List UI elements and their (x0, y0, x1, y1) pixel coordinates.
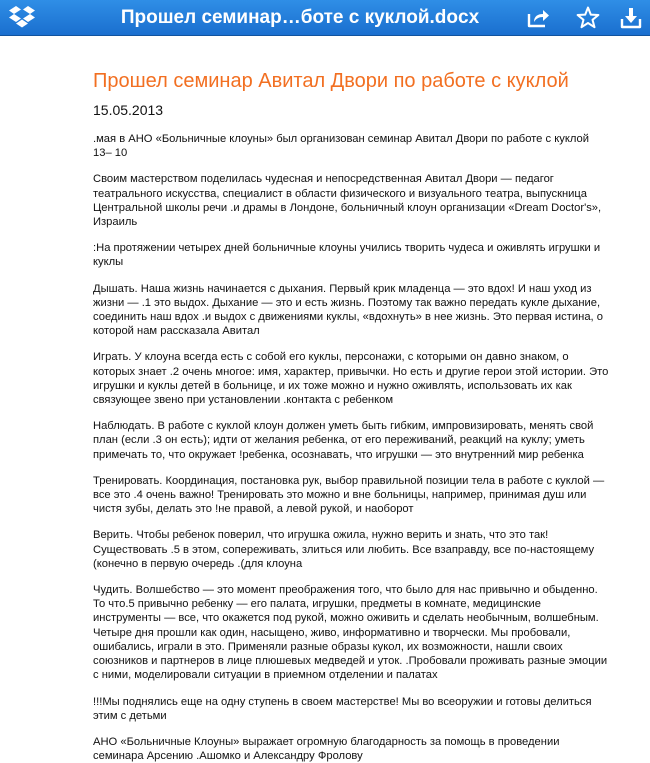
document-title-bar: Прошел семинар…боте с куклой.docx (120, 7, 480, 28)
paragraph-8: Верить. Чтобы ребенок поверил, что игрушка ожила, нужно верить и знать, что это так! Существовать .5 в этом, сопереживать, злиться или любить. Все взаправду, все по-настоящему (конечно в первую очередь .(для клоуна (93, 529, 595, 570)
paragraph-2: Своим мастерством поделилась чудесная и непосредственная Авитал Двори — педагог театрального искусства, специалист в области физического и визуального театра, выпускница Центральной школы речи .и драмы в Лондоне, больничный клоун организации «Dream Doctor's», Израиль (93, 173, 602, 229)
paragraph-10: !!!Мы поднялись еще на одну ступень в своем мастерстве! Мы во всеоружии и готовы делиться этим с детьми (93, 695, 592, 722)
paragraph-9: Чудить. Волшебство — это момент преображения того, что было для нас привычно и обыденно. То что.5 привычно ребенку — его палата, игрушки, предметы в комнате, медицинские инструменты — все, что окажется под рукой, можно оживить и сделать необычным, волшебным. Четыре дня прошли как один, насыщено, живо, информативно и творчески. Мы пробовали, ошибались, играли в это. Применяли разные образы кукол, их возможности, нашли своих союзников и партнеров в лице плюшевых медведей и уток. .Пробовали проживать разные эмоции с ними, моделировали ситуации в приемном отделении и палатах (93, 584, 608, 682)
paragraph-5: Играть. У клоуна всегда есть с собой его куклы, персонажи, с которыми он давно знаком, о которых знает .2 очень многое: имя, характер, привычки. Но есть и другие герои этой истории. Это игрушки и куклы детей в больнице, и их тоже можно и нужно оживлять, использовать их как связующее звено при установлении .контакта с ребенком (93, 351, 609, 407)
top-bar (0, 0, 650, 36)
star-icon[interactable] (575, 5, 601, 31)
share-icon[interactable] (525, 5, 551, 31)
paragraph-4: Дышать. Наша жизнь начинается с дыхания. Первый крик младенца — это вдох! И наш уход из жизни — .1 это выдох. Дыхание — это и есть жизнь. Поэтому так важно передать кукле дыхание, соединить наш вдох .и выдох с движениями куклы, «вдохнуть» в нее жизнь. Это первая истина, о которой нам рассказала Авитал (93, 282, 603, 338)
paragraph-3: :На протяжении четырех дней больничные клоуны учились творить чудеса и оживлять игрушки и куклы (93, 242, 601, 269)
dropbox-logo-icon[interactable] (8, 4, 36, 32)
download-icon[interactable] (618, 5, 644, 31)
document-date: 15.05.2013 (93, 102, 164, 118)
paragraph-6: Наблюдать. В работе с куклой клоун должен уметь быть гибким, импровизировать, менять свой план (если .3 он есть); идти от желания ребенка, от его переживаний, реакций на куклу; уметь примечать то, что окружает !ребенка, осознавать, что игрушки — это внутренний мир ребенка (93, 420, 594, 461)
paragraph-1: .мая в АНО «Больничные клоуны» был организован семинар Авитал Двори по работе с куклой 13– 10 (93, 133, 589, 160)
paragraph-7: Тренировать. Координация, постановка рук, выбор правильной позиции тела в работе с куклой — все это .4 очень важно! Тренировать это можно и вне больницы, например, принимая душ или чистя зубы, делать это !не правой, а левой рукой, и наоборот (93, 474, 605, 516)
paragraph-11: АНО «Больничные Клоуны» выражает огромную благодарность за помощь в проведении семинара Арсению .Ашомко и Александру Фролову (93, 735, 560, 763)
document-viewer[interactable] (0, 36, 650, 763)
document-heading: Прошел семинар Авитал Двори по работе с куклой (93, 70, 569, 92)
